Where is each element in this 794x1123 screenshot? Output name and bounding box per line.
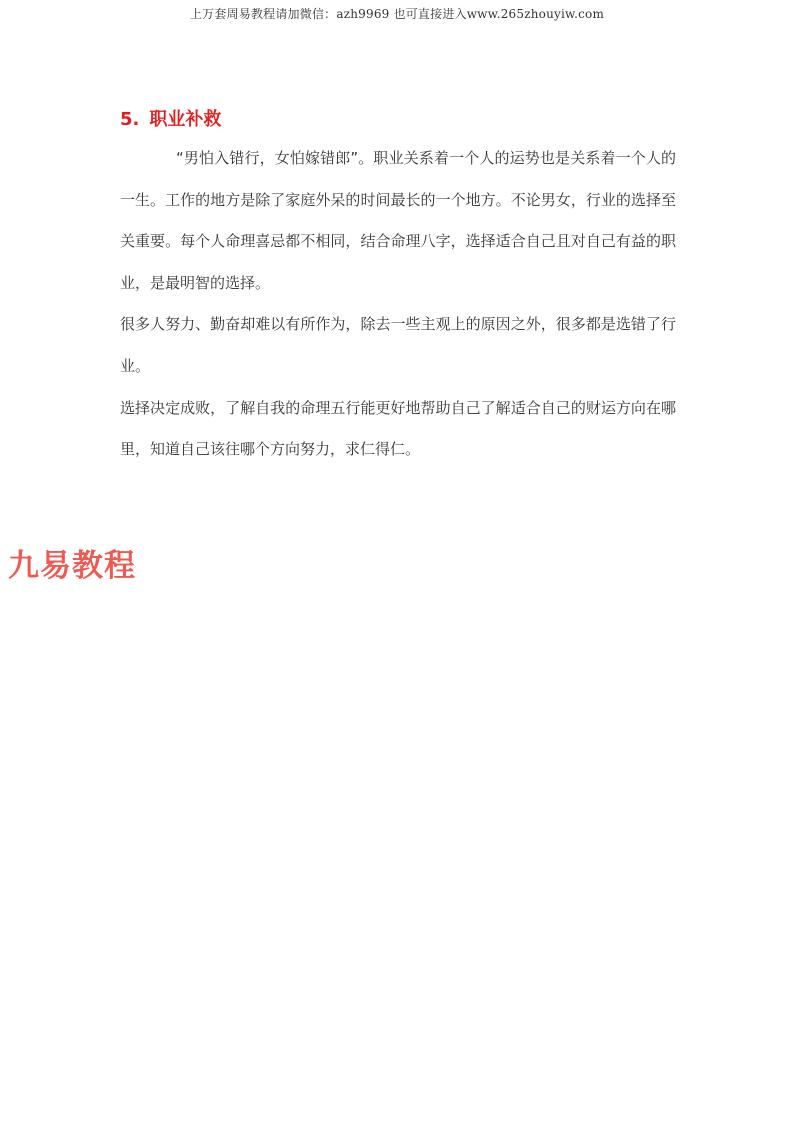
watermark-logo: 九易教程 (8, 548, 136, 584)
section-heading (120, 105, 221, 131)
section-title-text: 职业补救 (149, 109, 222, 130)
paragraph-2: 很多人努力、勤奋却难以有所作为，除去一些主观上的原因之外，很多都是选错了行业。 (120, 315, 676, 375)
section-number: 5. (120, 109, 140, 130)
paragraph-1: “男怕入错行，女怕嫁错郎”。职业关系着一个人的运势也是关系着一个人的一生。工作的地方是除了家庭外呆的时间最长的一个地方。不论男女，行业的选择至关重要。每个人命理喜忌都不相同，结合命理八字，选择适合自己且对自己有益的职业，是最明智的选择。 (120, 149, 676, 292)
paragraph-3: 选择决定成败，了解自我的命理五行能更好地帮助自己了解适合自己的财运方向在哪里，知道自己该往哪个方向努力，求仁得仁。 (120, 398, 676, 459)
page-header-notice: 上万套周易教程请加微信：azh9969 也可直接进入www.265zhouyiw.com (189, 7, 605, 21)
section-body (120, 138, 676, 471)
